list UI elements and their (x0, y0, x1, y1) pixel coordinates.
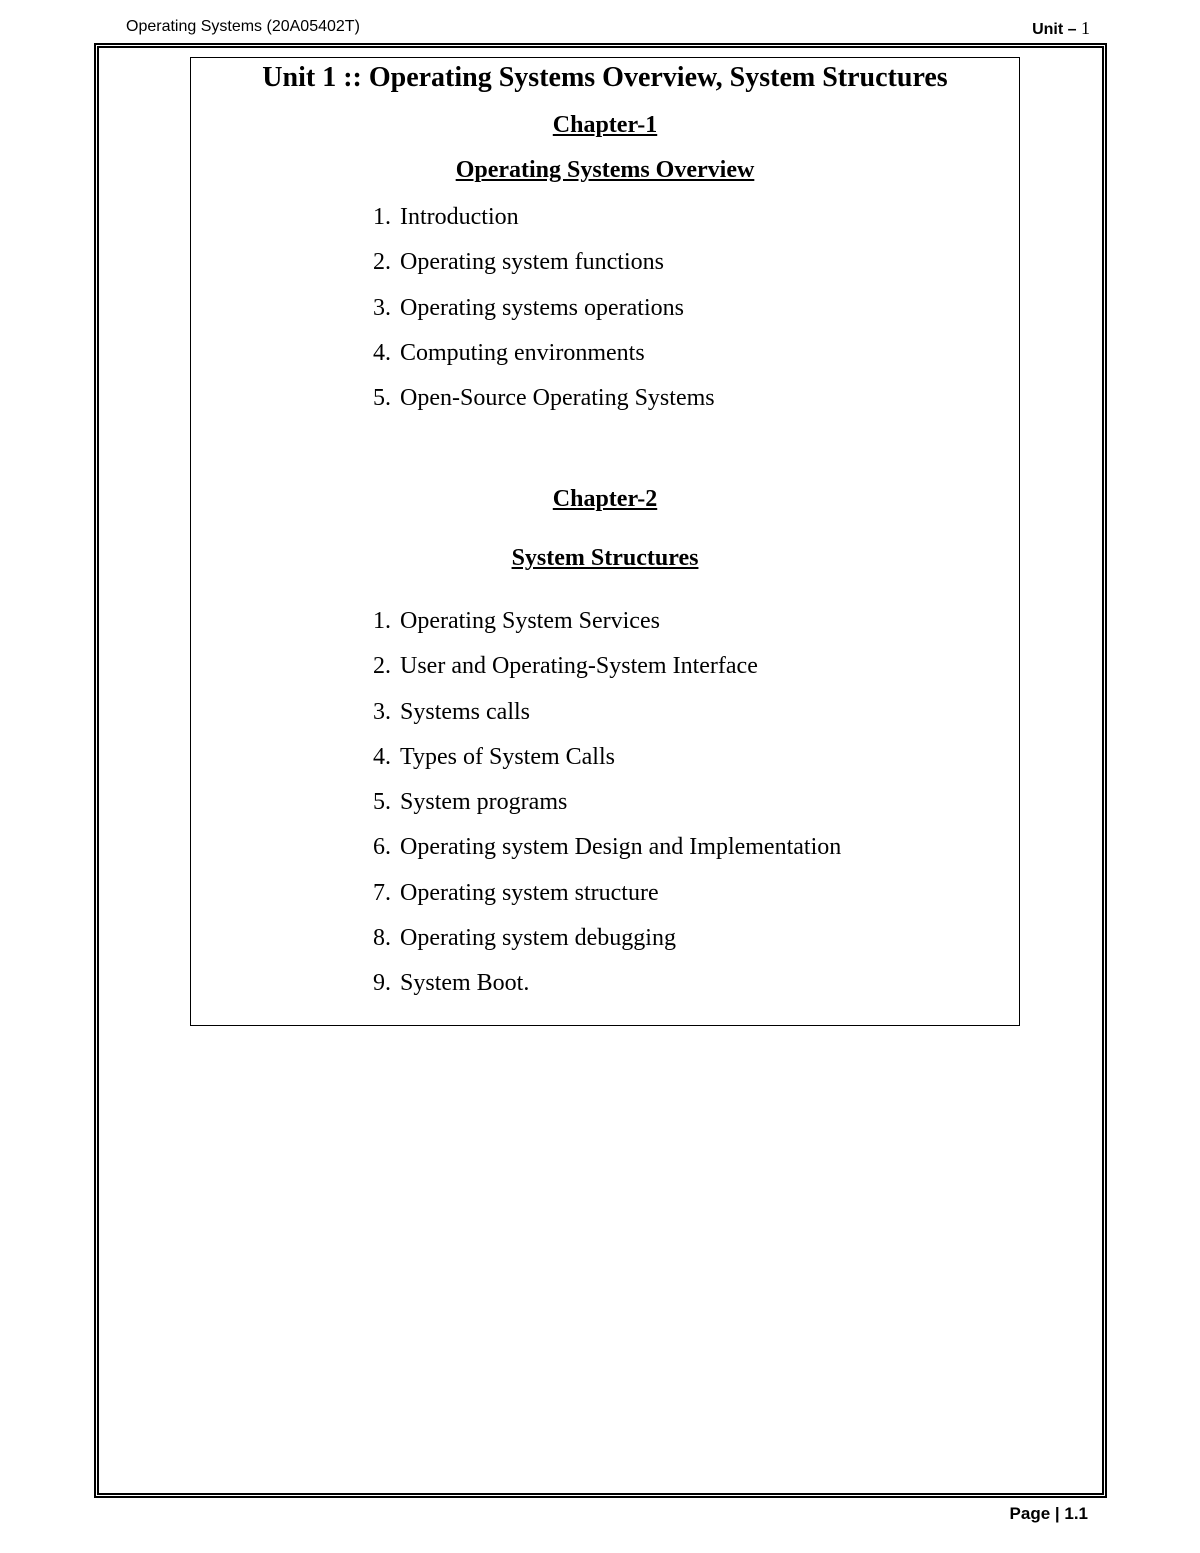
list-item-text: Types of System Calls (400, 743, 615, 770)
list-item-text: Open-Source Operating Systems (400, 385, 715, 412)
list-item-text: Operating system functions (400, 249, 664, 276)
list-item (367, 968, 841, 1013)
list-item-text: System Boot. (400, 970, 530, 997)
list-item (367, 247, 715, 292)
chapter-1-label: Chapter-1 (552, 112, 658, 138)
list-item (367, 787, 841, 832)
unit-title: Unit 1 :: Operating Systems Overview, System Structures (262, 62, 948, 93)
list-item-number: 2. (373, 249, 391, 276)
list-item-number: 4. (373, 743, 391, 770)
list-item-text: Operating systems operations (400, 294, 684, 321)
list-item-number: 4. (373, 339, 391, 366)
list-item-number: 2. (373, 653, 391, 680)
chapter-2-label: Chapter-2 (552, 486, 658, 512)
running-header-unit-number: 1 (1081, 18, 1090, 38)
list-item (367, 606, 841, 651)
page-number: Page | 1.1 (1009, 1504, 1088, 1523)
list-item-number: 6. (373, 834, 391, 861)
list-item-number: 7. (373, 879, 391, 906)
running-header-course: Operating Systems (20A05402T) (126, 18, 360, 35)
list-item-text: Introduction (400, 204, 519, 230)
list-item (367, 697, 841, 742)
list-item-text: Operating system structure (400, 879, 659, 906)
list-item-text: Computing environments (400, 339, 645, 366)
list-item (367, 742, 841, 787)
list-item-text: Operating system debugging (400, 925, 676, 952)
list-item (367, 293, 715, 338)
chapter-2-topic-list (367, 606, 841, 1014)
list-item-number: 1. (373, 608, 391, 634)
list-item-text: Operating system Design and Implementation (400, 834, 842, 861)
list-item-text: User and Operating-System Interface (400, 653, 758, 680)
list-item-number: 8. (373, 925, 391, 952)
list-item (367, 338, 715, 383)
list-item-text: Systems calls (400, 698, 530, 725)
list-item-text: System programs (400, 789, 568, 816)
list-item (367, 878, 841, 923)
list-item (367, 651, 841, 696)
list-item-number: 9. (373, 970, 391, 997)
chapter-1-topic-list (367, 202, 715, 428)
list-item (367, 923, 841, 968)
running-header-unit (1032, 18, 1090, 39)
list-item-number: 1. (373, 204, 391, 230)
list-item-number: 3. (373, 294, 391, 321)
list-item-number: 5. (373, 385, 391, 412)
list-item (367, 832, 841, 877)
chapter-1-title: Operating Systems Overview (455, 157, 755, 183)
list-item-text: Operating System Services (400, 608, 660, 634)
list-item (367, 383, 715, 428)
list-item-number: 3. (373, 698, 391, 725)
running-header-unit-label: Unit – (1032, 21, 1077, 38)
contents-box (190, 57, 1020, 1026)
list-item (367, 202, 715, 247)
chapter-2-title: System Structures (511, 545, 699, 571)
list-item-number: 5. (373, 789, 391, 816)
